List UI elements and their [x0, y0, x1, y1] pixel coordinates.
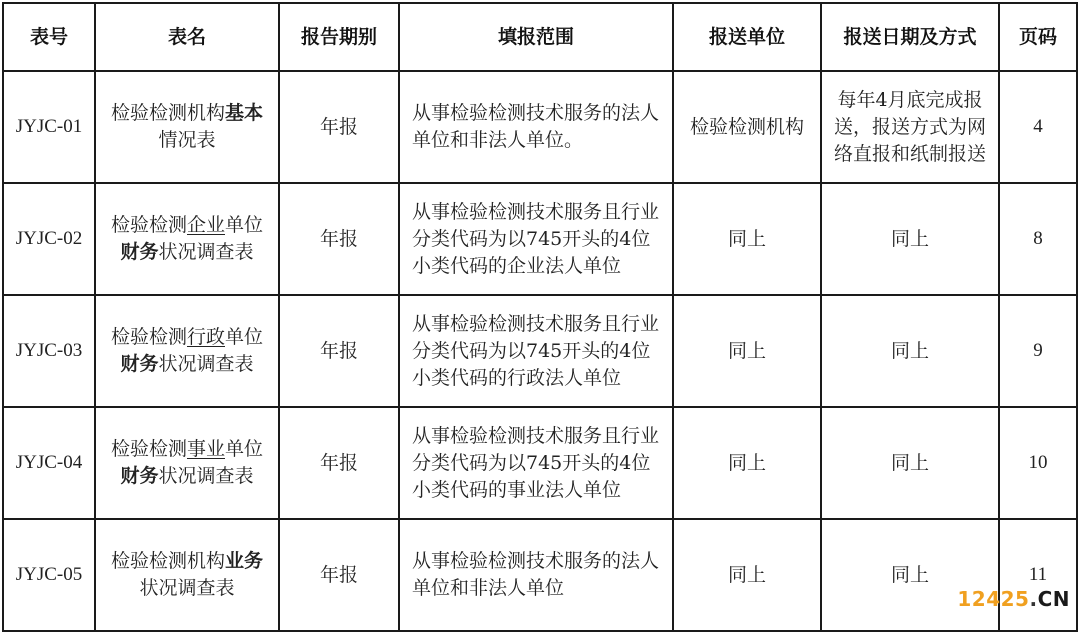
- page-number-cell: 11: [999, 519, 1077, 631]
- table-header-row: [3, 3, 1077, 71]
- form-number-cell: JYJC-01: [3, 71, 95, 183]
- form-name-cell: [95, 183, 279, 295]
- form-name-cell: [95, 71, 279, 183]
- form-name-text: 检验检测: [110, 214, 187, 236]
- submission-date-method-cell: 同上: [821, 295, 999, 407]
- table-row: [3, 71, 1077, 183]
- report-period-cell: 年报: [279, 295, 399, 407]
- table-row: [3, 407, 1077, 519]
- page-number-cell: 4: [999, 71, 1077, 183]
- submitting-unit-cell: 同上: [673, 519, 821, 631]
- fill-scope-cell: 从事检验检测技术服务的法人单位和非法人单位。: [399, 71, 673, 183]
- submitting-unit-cell: 同上: [673, 407, 821, 519]
- form-name-text: 检验检测机构: [110, 550, 225, 572]
- form-number-cell: JYJC-03: [3, 295, 95, 407]
- form-name-text: 检验检测: [110, 438, 187, 460]
- page-number-cell: 9: [999, 295, 1077, 407]
- table-row: [3, 295, 1077, 407]
- header-page-number: 页码: [999, 3, 1077, 71]
- header-fill-scope: 填报范围: [399, 3, 673, 71]
- header-form-number: 表号: [3, 3, 95, 71]
- header-submission-date-method: 报送日期及方式: [821, 3, 999, 71]
- form-name-text: 检验检测: [110, 326, 187, 348]
- form-name-text: 状况调查表: [139, 577, 235, 599]
- form-name-text: 单位: [225, 326, 264, 348]
- report-period-cell: 年报: [279, 407, 399, 519]
- report-forms-table: [2, 2, 1078, 632]
- table-row: [3, 519, 1077, 631]
- form-number-cell: JYJC-04: [3, 407, 95, 519]
- form-name-text: 状况调查表: [158, 465, 254, 487]
- header-submitting-unit: 报送单位: [673, 3, 821, 71]
- table-row: [3, 183, 1077, 295]
- fill-scope-cell: 从事检验检测技术服务且行业分类代码为以745开头的4位小类代码的企业法人单位: [399, 183, 673, 295]
- form-name-text: 状况调查表: [158, 241, 254, 263]
- form-name-underlined: 事业: [186, 438, 225, 460]
- form-name-emphasis: 业务: [225, 550, 264, 572]
- form-name-text: 单位: [225, 438, 264, 460]
- watermark-number: 12425: [957, 587, 1030, 611]
- form-name-emphasis: 财务: [120, 465, 159, 487]
- submitting-unit-cell: 检验检测机构: [673, 71, 821, 183]
- page-number-cell: 10: [999, 407, 1077, 519]
- fill-scope-cell: 从事检验检测技术服务且行业分类代码为以745开头的4位小类代码的行政法人单位: [399, 295, 673, 407]
- form-name-emphasis: 财务: [120, 241, 159, 263]
- report-period-cell: 年报: [279, 519, 399, 631]
- watermark-suffix: CN: [1037, 587, 1070, 611]
- form-number-cell: JYJC-02: [3, 183, 95, 295]
- form-name-cell: [95, 407, 279, 519]
- fill-scope-cell: 从事检验检测技术服务且行业分类代码为以745开头的4位小类代码的事业法人单位: [399, 407, 673, 519]
- submission-date-method-cell: 同上: [821, 519, 999, 631]
- form-name-cell: [95, 519, 279, 631]
- form-name-emphasis: 财务: [120, 353, 159, 375]
- report-period-cell: 年报: [279, 71, 399, 183]
- submitting-unit-cell: 同上: [673, 295, 821, 407]
- form-name-text: 情况表: [158, 129, 216, 151]
- form-number-cell: JYJC-05: [3, 519, 95, 631]
- form-name-text: 检验检测机构: [110, 102, 225, 124]
- form-name-text: 状况调查表: [158, 353, 254, 375]
- form-name-text: 单位: [225, 214, 264, 236]
- form-name-cell: [95, 295, 279, 407]
- form-name-emphasis: 基本: [225, 102, 264, 124]
- submission-date-method-cell: 同上: [821, 407, 999, 519]
- watermark-dot: .: [1029, 587, 1038, 611]
- report-period-cell: 年报: [279, 183, 399, 295]
- submitting-unit-cell: 同上: [673, 183, 821, 295]
- header-report-period: 报告期别: [279, 3, 399, 71]
- form-name-underlined: 企业: [186, 214, 225, 236]
- submission-date-method-cell: 每年4月底完成报送，报送方式为网络直报和纸制报送: [821, 71, 999, 183]
- header-form-name: 表名: [95, 3, 279, 71]
- form-name-underlined: 行政: [186, 326, 225, 348]
- submission-date-method-cell: 同上: [821, 183, 999, 295]
- site-watermark: [957, 587, 1070, 611]
- fill-scope-cell: 从事检验检测技术服务的法人单位和非法人单位: [399, 519, 673, 631]
- page-number-cell: 8: [999, 183, 1077, 295]
